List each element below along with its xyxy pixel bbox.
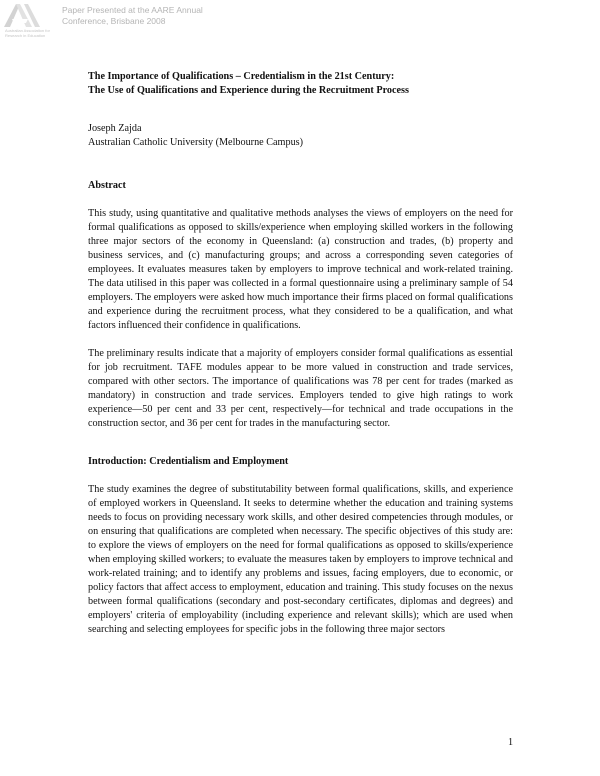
abstract-paragraph-1: This study, using quantitative and qualitative methods analyses the views of employers on the need for formal qualifications as opposed to skills/experience when employing skilled workers in the following three major sectors of the economy in Queensland: (a) construction and trades, (b) property and business services, and (c) manufacturing groups; and across a corresponding seven categories of employees. It evaluates measures taken by employers to improve technical and work-related training. The data utilised in this paper was collected in a formal questionnaire using a preliminary sample of 54 employers. The employers were asked how much importance their firms placed on formal qualifications and experience during the recruitment process, what they considered to be a qualification, and what factors influenced their confidence in qualifications. bbox=[88, 208, 513, 331]
paper-title bbox=[88, 70, 513, 98]
author-block bbox=[88, 122, 513, 150]
paper-body bbox=[88, 70, 513, 637]
introduction-paragraph-1: The study examines the degree of substitutability between formal qualifications, skills, and experience of employed workers in Queensland. It seeks to determine whether the education and training systems needs to focus on providing necessary work skills, and other desired competencies through modules, or on ensuring that qualifications are completed when necessary. The specific objectives of this study are: to explore the views of employers on the need for formal qualifications as opposed to skills/experience when employing skilled workers; to evaluate the measures taken by employers to improve technical and work-related training; and to identify any problems and issues, facing employers, due to economic, or policy factors that affect access to employment, education and training. This study focuses on the nexus between formal qualifications (secondary and post-secondary certificates, diplomas and degrees) and employers' criteria of employability (including experience and relevant skills); which are used when searching and selecting employees for specific jobs in the following three major sectors bbox=[88, 484, 513, 635]
author-affiliation: Australian Catholic University (Melbourne Campus) bbox=[88, 137, 304, 148]
logo-caption: Australian Association for Research in Education bbox=[5, 28, 50, 38]
title-line-1: The Importance of Qualifications – Credentialism in the 21st Century: bbox=[88, 71, 395, 82]
aare-logo bbox=[2, 2, 60, 48]
page-number: 1 bbox=[508, 737, 514, 748]
author-name: Joseph Zajda bbox=[88, 123, 142, 134]
abstract-heading: Abstract bbox=[88, 180, 126, 191]
introduction-heading: Introduction: Credentialism and Employment bbox=[88, 456, 289, 467]
conference-note bbox=[62, 5, 203, 27]
title-line-2: The Use of Qualifications and Experience during the Recruitment Process bbox=[88, 85, 409, 96]
conference-note-line1: Paper Presented at the AARE Annual bbox=[62, 5, 203, 15]
abstract-paragraph-2: The preliminary results indicate that a majority of employers consider formal qualifications as essential for job recruitment. TAFE modules appear to be more valued in construction and trade services, compared with other sectors. The importance of qualifications was 78 per cent for trades (marked as mandatory) in construction and trade services. Employers tended to give high ratings to work experience—50 per cent and 33 per cent, respectively—for technical and trade occupations in the construction sector, and 36 per cent for trades in the manufacturing sector. bbox=[88, 348, 513, 429]
conference-note-line2: Conference, Brisbane 2008 bbox=[62, 16, 166, 26]
aare-logo-icon bbox=[2, 2, 42, 28]
